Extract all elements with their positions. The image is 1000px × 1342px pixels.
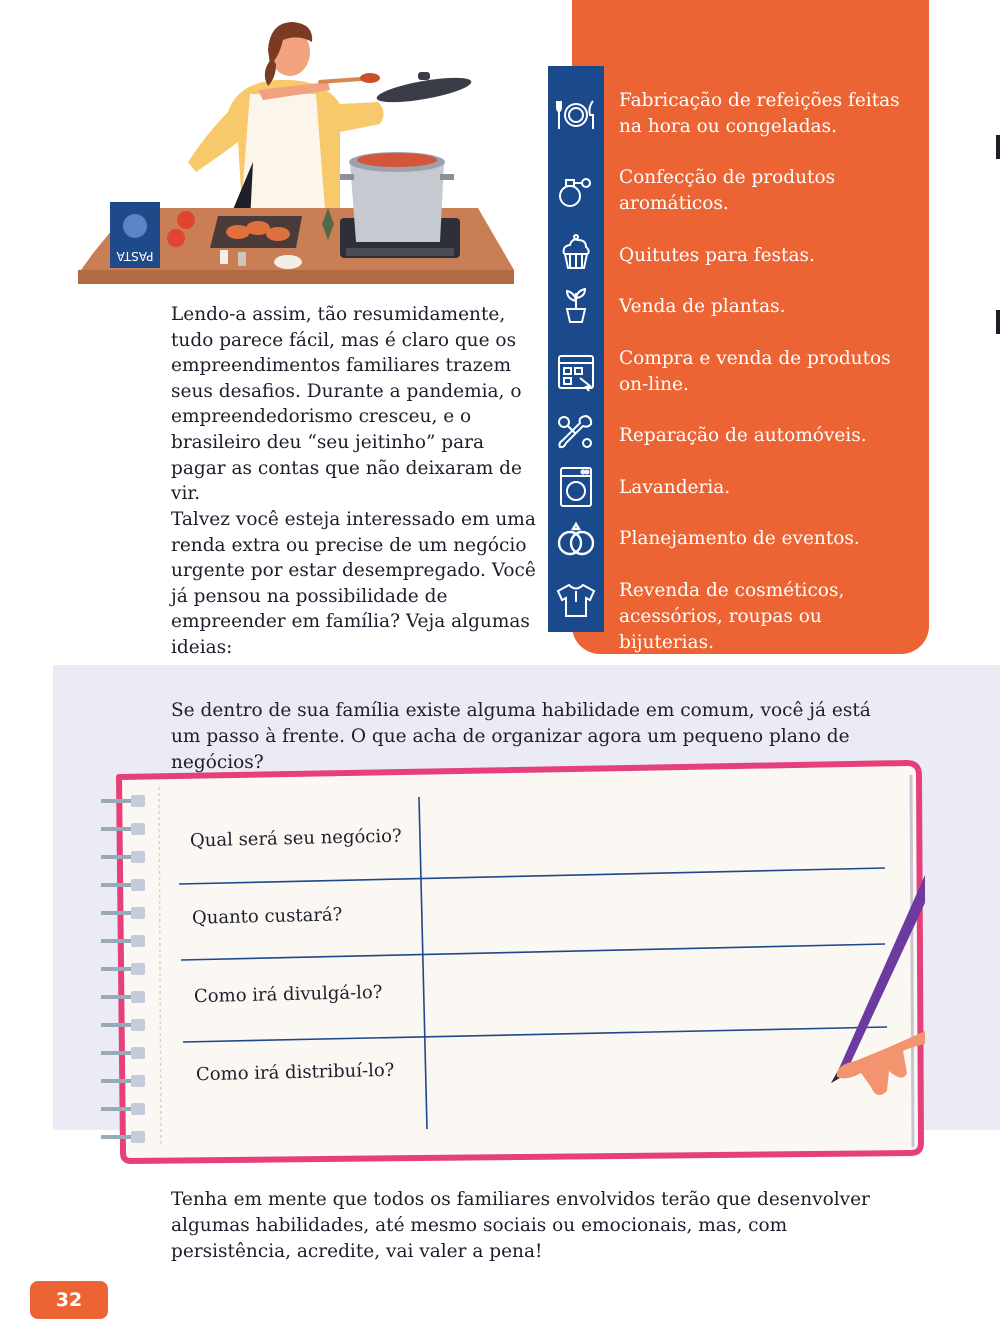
plan-question: Como irá divulgá-lo?	[193, 981, 383, 1008]
shirt-icon	[548, 576, 604, 624]
idea-item: Revenda de cosméticos, acessórios, roupas ou bijuterias.	[619, 580, 845, 653]
perfume-bottle-icon	[548, 167, 604, 215]
cupcake-icon	[548, 228, 604, 276]
idea-item: Confecção de produtos aromáticos.	[619, 167, 836, 214]
cooking-illustration	[78, 12, 518, 290]
idea-item: Fabricação de refeições feitas na hora ou congeladas.	[619, 90, 900, 137]
plan-question: Quanto custará?	[191, 904, 343, 929]
washing-machine-icon	[548, 463, 604, 511]
edge-mark	[996, 310, 1000, 334]
idea-item: Lavanderia.	[619, 477, 731, 498]
body-paragraph: Lendo-a assim, tão resumidamente, tudo parece fácil, mas é claro que os empreendimentos familiares trazem seus desafios. Durante a pandemia, o empreendedorismo cresceu, e o brasileiro deu “seu jeitinho” para pagar as contas que não deixaram de vir.	[171, 304, 522, 505]
page-number: 32	[30, 1281, 108, 1319]
pasta-box-label: PASTA	[116, 249, 154, 263]
closing-paragraph: Tenha em mente que todos os familiares envolvidos terão que desenvolver algumas habilidades, até mesmo sociais ou emocionais, mas, com persistência, acredite, vai valer a pena!	[171, 1189, 870, 1262]
plate-cutlery-icon	[548, 91, 604, 139]
idea-item: Quitutes para festas.	[619, 245, 815, 266]
business-plan-notebook	[95, 755, 925, 1165]
activity-intro: Se dentro de sua família existe alguma habilidade em comum, você já está um passo à frente. O que acha de organizar agora um pequeno plano de negócios?	[171, 700, 871, 773]
plan-question: Como irá distribuí-lo?	[195, 1059, 395, 1086]
wedding-rings-icon	[548, 516, 604, 564]
online-store-icon	[548, 348, 604, 396]
idea-item: Venda de plantas.	[619, 296, 786, 317]
body-paragraph: Talvez você esteja interessado em uma renda extra ou precise de um negócio urgente por estar desempregado. Você já pensou na possibilidade de empreender em família? Veja algumas ideias:	[171, 509, 536, 658]
plan-question: Qual será seu negócio?	[189, 825, 402, 852]
edge-mark	[996, 135, 1000, 159]
idea-item: Planejamento de eventos.	[619, 528, 860, 549]
icon-strip	[548, 66, 604, 632]
potted-plant-icon	[548, 281, 604, 329]
idea-item: Compra e venda de produtos on-line.	[619, 348, 891, 395]
idea-item: Reparação de automóveis.	[619, 425, 867, 446]
wrench-icon	[548, 408, 604, 456]
